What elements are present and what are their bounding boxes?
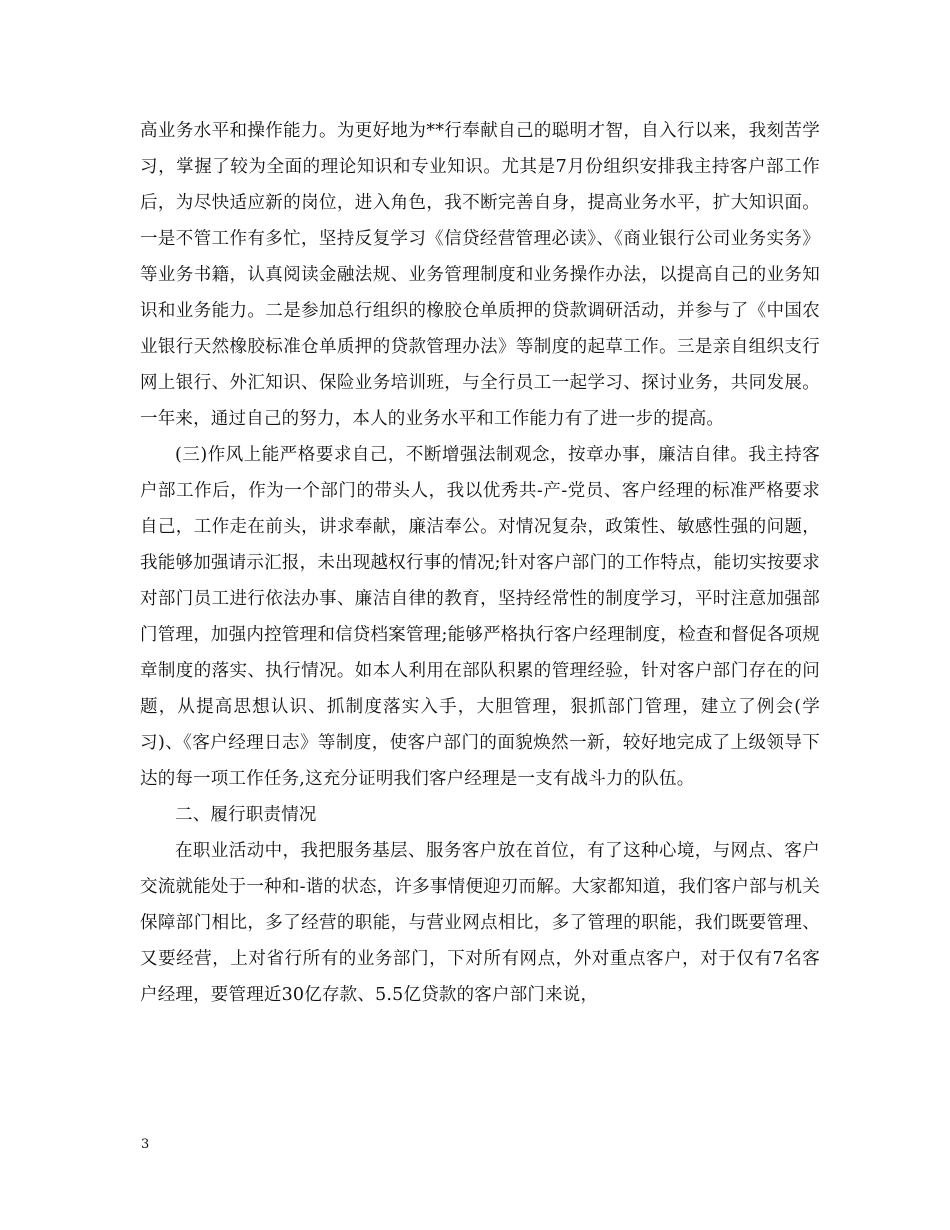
section-heading: 二、履行职责情况 [175, 805, 317, 825]
paragraph-2: (三)作风上能严格要求自己，不断增强法制观念，按章办事，廉洁自律。我主持客户部工作后，作为一个部门的带头人，我以优秀共-产-党员、客户经理的标准严格要求自己，工作走在前头，讲求奉献，廉洁奉公。对情况复杂，政策性、敏感性强的问题，我能够加强请示汇报，未出现越权行事的情况;针对客户部门的工作特点，能切实按要求对部门员工进行依法办事、廉洁自律的教育，坚持经常性的制度学习，平时注意加强部门管理，加强内控管理和信贷档案管理;能够严格执行客户经理制度，检查和督促各项规章制度的落实、执行情况。如本人利用在部队积累的管理经验，针对客户部门存在的问题，从提高思想认识、抓制度落实入手，大胆管理，狠抓部门管理，建立了例会(学习)、《客户经理日志》等制度，使客户部门的面貌焕然一新，较好地完成了上级领导下达的每一项工作任务,这充分证明我们客户经理是一支有战斗力的队伍。 [140, 445, 820, 789]
paragraph-1: 高业务水平和操作能力。为更好地为**行奉献自己的聪明才智，自入行以来，我刻苦学习，掌握了较为全面的理论知识和专业知识。尤其是7月份组织安排我主持客户部工作后，为尽快适应新的岗位，进入角色，我不断完善自身，提高业务水平，扩大知识面。一是不管工作有多忙，坚持反复学习《信贷经营管理必读》、《商业银行公司业务实务》等业务书籍，认真阅读金融法规、业务管理制度和业务操作办法，以提高自己的业务知识和业务能力。二是参加总行组织的橡胶仓单质押的贷款调研活动，并参与了《中国农业银行天然橡胶标准仓单质押的贷款管理办法》等制度的起草工作。三是亲自组织支行网上银行、外汇知识、保险业务培训班，与全行员工一起学习、探讨业务，共同发展。一年来，通过自己的努力，本人的业务水平和工作能力有了进一步的提高。 [140, 121, 820, 429]
paragraph-3: 在职业活动中，我把服务基层、服务客户放在首位，有了这种心境，与网点、客户交流就能处于一种和-谐的状态，许多事情便迎刃而解。大家都知道，我们客户部与机关保障部门相比，多了经营的职能，与营业网点相比，多了管理的职能，我们既要管理、又要经营，上对省行所有的业务部门，下对所有网点，外对重点客户，对于仅有7名客户经理，要管理近30亿存款、5.5亿贷款的客户部门来说， [140, 841, 820, 1005]
document-body [140, 113, 820, 1013]
page-number: 3 [141, 1137, 150, 1152]
